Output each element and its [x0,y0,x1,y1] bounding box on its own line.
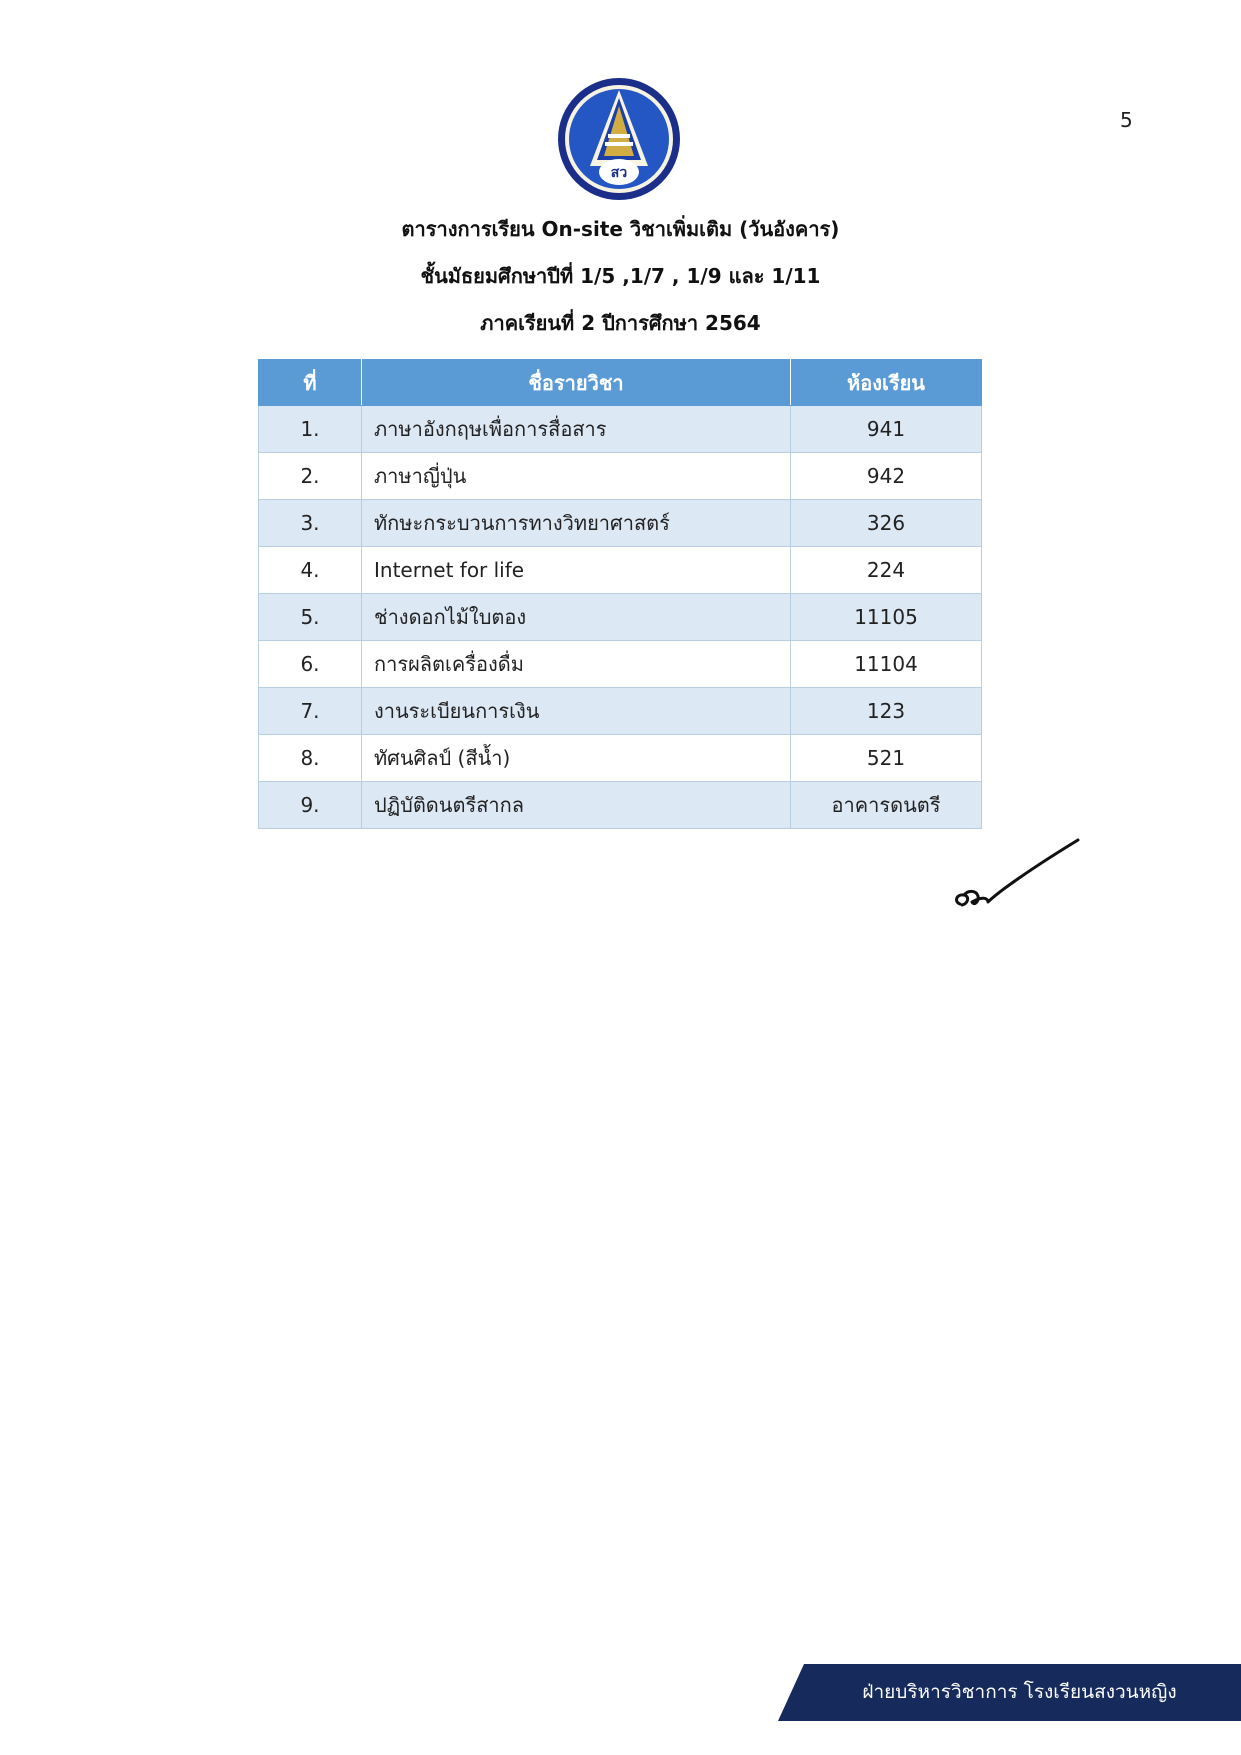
table-row [259,641,982,688]
cell-room: 11105 [791,594,982,641]
cell-room: อาคารดนตรี [791,782,982,829]
cell-no: 9. [259,782,362,829]
cell-room: 942 [791,453,982,500]
cell-subject: ภาษาญี่ปุ่น [362,453,791,500]
table-row [259,594,982,641]
title-line-3: ภาคเรียนที่ 2 ปีการศึกษา 2564 [480,311,761,335]
title-line-1: ตารางการเรียน On-site วิชาเพิ่มเติม (วันอังคาร) [401,217,840,241]
cell-no: 5. [259,594,362,641]
cell-subject: Internet for life [362,547,791,594]
document-header [0,206,1241,347]
table-row [259,406,982,453]
logo-text: สว [610,165,628,181]
table-row [259,500,982,547]
cell-subject: การผลิตเครื่องดื่ม [362,641,791,688]
column-header-room: ห้องเรียน [791,360,982,406]
table-row [259,453,982,500]
cell-room: 224 [791,547,982,594]
table-header-row [259,360,982,406]
cell-subject: ปฏิบัติดนตรีสากล [362,782,791,829]
cell-subject: ภาษาอังกฤษเพื่อการสื่อสาร [362,406,791,453]
cell-no: 6. [259,641,362,688]
table-row [259,547,982,594]
schedule-table [258,359,982,829]
cell-room: 326 [791,500,982,547]
cell-no: 7. [259,688,362,735]
cell-no: 8. [259,735,362,782]
table-row [259,688,982,735]
cell-room: 941 [791,406,982,453]
footer-text: ฝ่ายบริหารวิชาการ โรงเรียนสงวนหญิง [862,1681,1177,1703]
cell-room: 521 [791,735,982,782]
table-row [259,782,982,829]
cell-subject: ทัศนศิลป์ (สีน้ำ) [362,735,791,782]
table-row [259,735,982,782]
cell-room: 11104 [791,641,982,688]
handwritten-signature-icon [952,832,1082,912]
cell-no: 2. [259,453,362,500]
cell-subject: ทักษะกระบวนการทางวิทยาศาสตร์ [362,500,791,547]
cell-no: 3. [259,500,362,547]
cell-room: 123 [791,688,982,735]
school-crest-icon [556,76,682,202]
title-line-2: ชั้นมัธยมศึกษาปีที่ 1/5 ,1/7 , 1/9 และ 1/11 [420,264,821,288]
column-header-no: ที่ [259,360,362,406]
cell-subject: งานระเบียนการเงิน [362,688,791,735]
cell-no: 4. [259,547,362,594]
page-number: 5 [1120,108,1133,132]
cell-subject: ช่างดอกไม้ใบตอง [362,594,791,641]
column-header-subject: ชื่อรายวิชา [362,360,791,406]
cell-no: 1. [259,406,362,453]
